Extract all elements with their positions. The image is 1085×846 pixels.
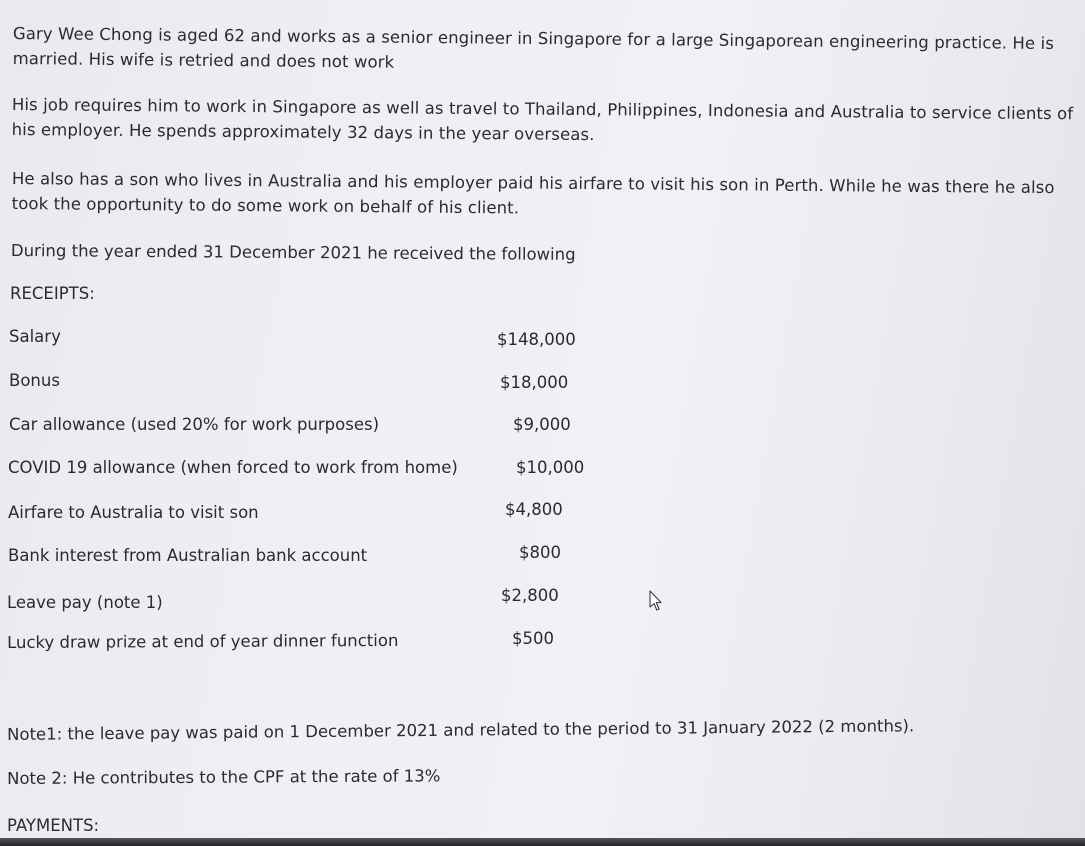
intro-paragraph-1-line-1: Gary Wee Chong is aged 62 and works as a senior engineer in Singapore for a large Singaporean engineering practice. He is <box>12 23 1055 53</box>
receipt-label-salary: Salary <box>9 327 61 346</box>
intro-paragraph-3 <box>12 166 1055 225</box>
receipt-amount-car-allowance: $9,000 <box>513 415 571 434</box>
receipt-label-lucky-draw: Lucky draw prize at end of year dinner function <box>7 630 399 652</box>
receipt-amount-leave-pay: $2,800 <box>501 586 559 605</box>
receipt-label-covid-allowance: COVID 19 allowance (when forced to work from home) <box>8 458 458 477</box>
intro-paragraph-3-line-2: took the opportunity to do some work on behalf of his client. <box>11 193 520 218</box>
receipt-amount-lucky-draw: $500 <box>512 629 554 648</box>
note-1: Note1: the leave pay was paid on 1 December 2021 and related to the period to 31 January 2022 (2 months). <box>7 716 915 744</box>
receipt-label-leave-pay: Leave pay (note 1) <box>7 593 163 612</box>
intro-paragraph-3-line-1: He also has a son who lives in Australia and his employer paid his airfare to visit his son in Perth. While he was there he also <box>11 168 1055 198</box>
note-2: Note 2: He contributes to the CPF at the rate of 13% <box>7 766 441 788</box>
receipt-amount-bonus: $18,000 <box>500 373 569 392</box>
intro-paragraph-4: During the year ended 31 December 2021 he received the following <box>10 240 576 264</box>
receipt-amount-bank-interest: $800 <box>519 543 561 562</box>
receipt-amount-covid-allowance: $10,000 <box>516 458 585 477</box>
intro-paragraph-1 <box>13 21 1055 81</box>
intro-paragraph-2-line-1: His job requires him to work in Singapore as well as travel to Thailand, Philippines, Indonesia and Australia to service clients of <box>11 94 1074 124</box>
receipt-amount-airfare: $4,800 <box>505 500 563 519</box>
receipt-label-car-allowance: Car allowance (used 20% for work purposes) <box>9 415 380 434</box>
payments-heading: PAYMENTS: <box>7 816 100 835</box>
receipt-label-airfare: Airfare to Australia to visit son <box>8 503 259 522</box>
receipt-label-bonus: Bonus <box>9 371 60 390</box>
receipts-heading: RECEIPTS: <box>10 284 95 303</box>
mouse-pointer-icon <box>648 590 662 612</box>
intro-paragraph-2-line-2: his employer. He spends approximately 32 days in the year overseas. <box>11 119 595 145</box>
receipt-label-bank-interest: Bank interest from Australian bank account <box>8 546 368 565</box>
receipt-amount-salary: $148,000 <box>497 330 576 349</box>
bottom-edge <box>0 838 1085 846</box>
intro-paragraph-2 <box>12 92 1074 151</box>
intro-paragraph-1-line-2: married. His wife is retried and does not work <box>12 48 395 72</box>
